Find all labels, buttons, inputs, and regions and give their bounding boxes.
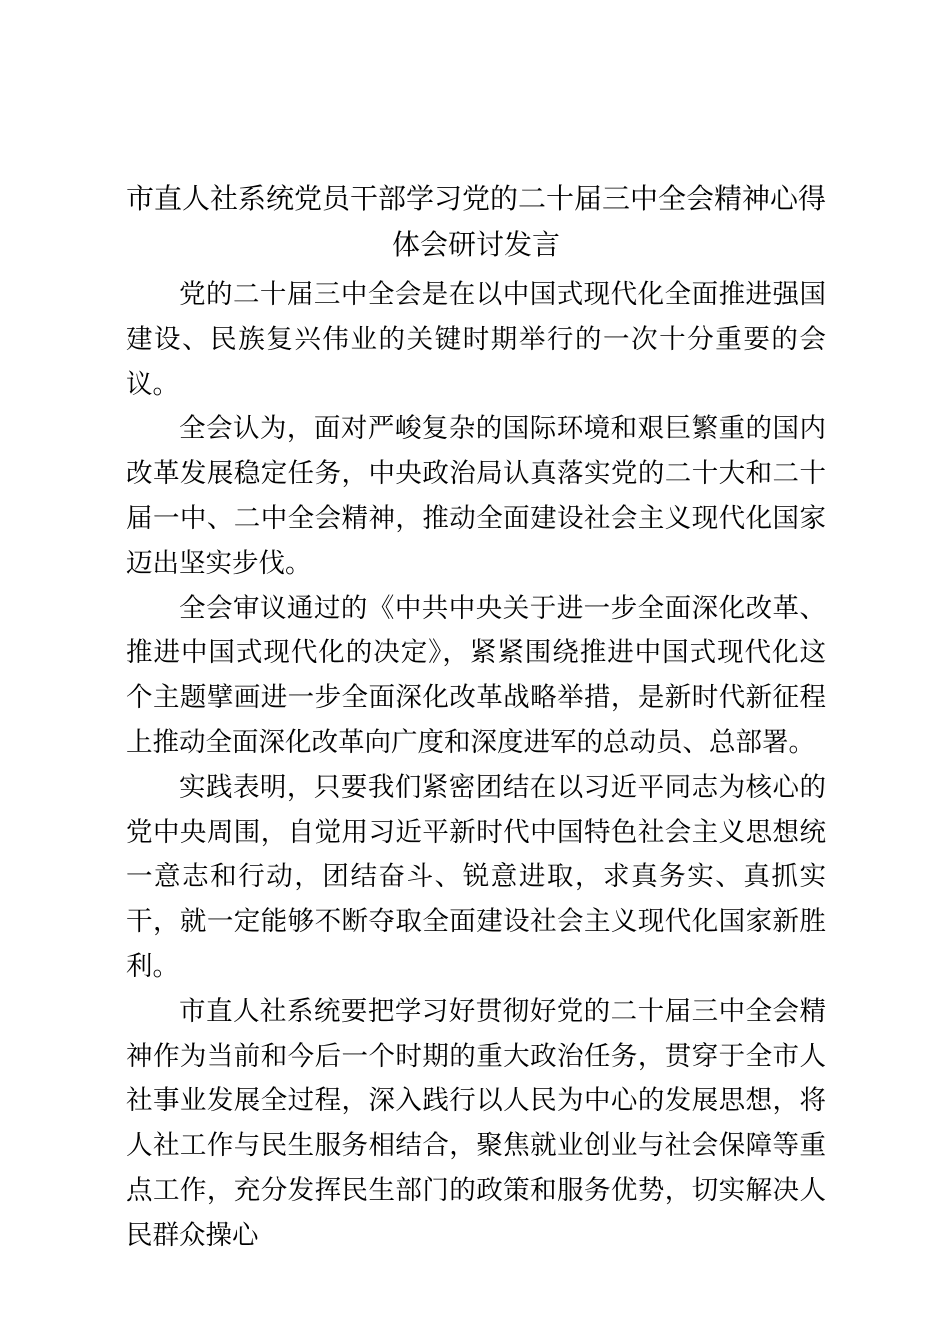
paragraph-1: 党的二十届三中全会是在以中国式现代化全面推进强国建设、民族复兴伟业的关键时期举行的一次十分重要的会议。	[126, 279, 826, 400]
document-title: 市直人社系统党员干部学习党的二十届三中全会精神心得体会研讨发言	[126, 182, 827, 261]
paragraph-4: 实践表明，只要我们紧密团结在以习近平同志为核心的党中央周围，自觉用习近平新时代中国特色社会主义思想统一意志和行动，团结奋斗、锐意进取，求真务实、真抓实干，就一定能够不断夺取全面建设社会主义现代化国家新胜利。	[126, 771, 826, 982]
paragraph-3: 全会审议通过的《中共中央关于进一步全面深化改革、推进中国式现代化的决定》，紧紧围绕推进中国式现代化这个主题擘画进一步全面深化改革战略举措，是新时代新征程上推动全面深化改革向广度和深度进军的总动员、总部署。	[126, 592, 826, 758]
document-body	[126, 273, 826, 1259]
paragraph-2: 全会认为，面对严峻复杂的国际环境和艰巨繁重的国内改革发展稳定任务，中央政治局认真落实党的二十大和二十届一中、二中全会精神，推动全面建设社会主义现代化国家迈出坚实步伐。	[126, 413, 826, 579]
paragraph-5: 市直人社系统要把学习好贯彻好党的二十届三中全会精神作为当前和今后一个时期的重大政治任务，贯穿于全市人社事业发展全过程，深入践行以人民为中心的发展思想，将人社工作与民生服务相结合，聚焦就业创业与社会保障等重点工作，充分发挥民生部门的政策和服务优势，切实解决人民群众操心	[126, 995, 826, 1251]
